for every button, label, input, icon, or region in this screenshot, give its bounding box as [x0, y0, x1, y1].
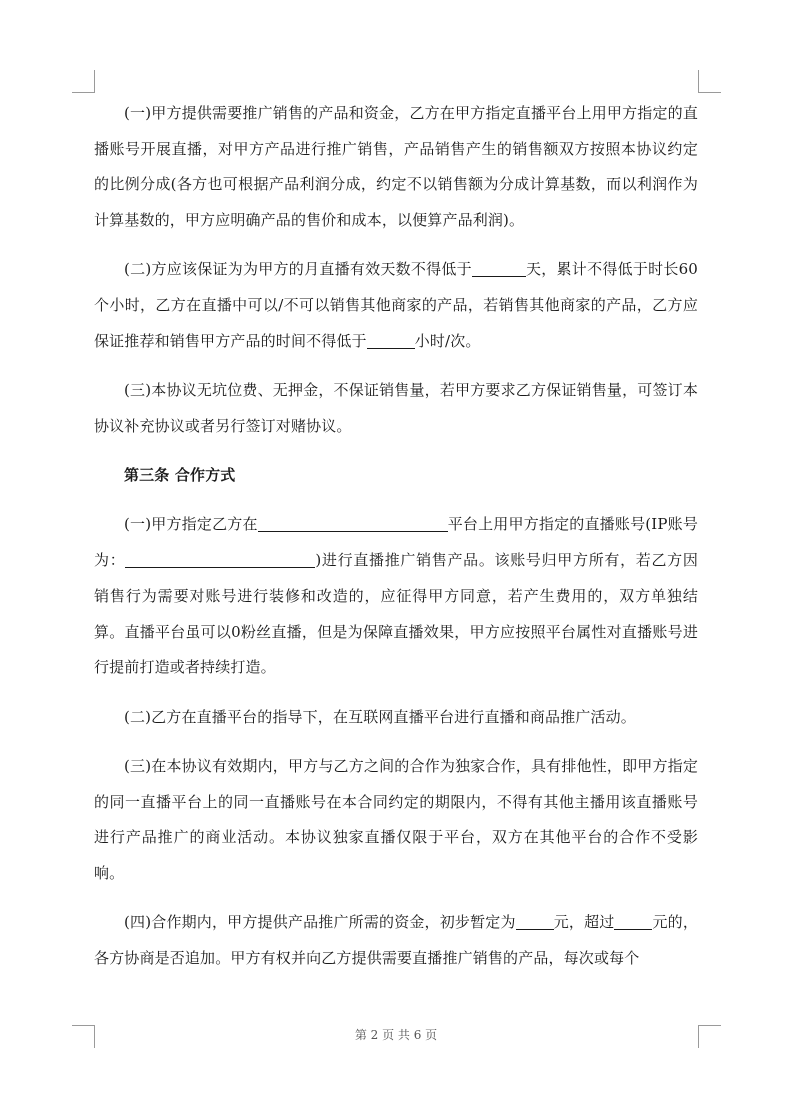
paragraph-5: (二)乙方在直播平台的指导下，在互联网直播平台进行直播和商品推广活动。	[124, 707, 636, 726]
paragraph-6: (三)在本协议有效期内，甲方与乙方之间的合作为独家合作，具有排他性，即甲方指定的同一直播平台上的同一直播账号在本合同约定的期限内，不得有其他主播用该直播账号进行产品推广的商业活动。本协议独家直播仅限于平台，双方在其他平台的合作不受影响。	[94, 756, 698, 882]
page-footer	[0, 1026, 792, 1043]
blank-field-hours[interactable]	[367, 331, 415, 349]
document-body	[94, 96, 698, 990]
paragraph-1: (一)甲方提供需要推广销售的产品和资金，乙方在甲方指定直播平台上用甲方指定的直播账号开展直播，对甲方产品进行推广销售，产品销售产生的销售额双方按照本协议约定的比例分成(各方也可根据产品利润分成，约定不以销售额为分成计算基数，而以利润作为计算基数的，甲方应明确产品的售价和成本，以便算产品利润)。	[94, 104, 698, 230]
crop-mark-top-right	[698, 70, 721, 93]
page-number: 第 2 页 共 6 页	[354, 1028, 438, 1042]
paragraph-7: (四)合作期内，甲方提供产品推广所需的资金，初步暂定为 元，超过 元的，各方协商是否追加。甲方有权并向乙方提供需要直播推广销售的产品，每次或每个	[94, 913, 699, 967]
paragraph-2: (二)方应该保证为为甲方的月直播有效天数不得低于 天，累计不得低于时长60个小时，乙方在直播中可以/不可以销售其他商家的产品，若销售其他商家的产品，乙方应保证推荐和销售甲方产品的时间不得低于 小时/次。	[94, 260, 699, 350]
blank-field-limit-amount[interactable]	[614, 912, 652, 930]
blank-field-days[interactable]	[472, 259, 526, 277]
blank-field-account[interactable]	[125, 550, 315, 568]
paragraph-3: (三)本协议无坑位费、无押金，不保证销售量，若甲方要求乙方保证销售量，可签订本协议补充协议或者另行签订对赌协议。	[94, 381, 698, 435]
section-heading: 第三条 合作方式	[124, 466, 236, 485]
blank-field-platform[interactable]	[258, 514, 448, 532]
paragraph-4: (一)甲方指定乙方在 平台上用甲方指定的直播账号(IP账号为： )进行直播推广销售产品。该账号归甲方所有，若乙方因销售行为需要对账号进行装修和改造的，应征得甲方同意，若产生费用的，双方单独结算。直播平台虽可以0粉丝直播，但是为保障直播效果，甲方应按照平台属性对直播账号进行提前打造或者持续打造。	[94, 515, 698, 677]
blank-field-initial-amount[interactable]	[516, 912, 554, 930]
crop-mark-top-left	[72, 70, 95, 93]
